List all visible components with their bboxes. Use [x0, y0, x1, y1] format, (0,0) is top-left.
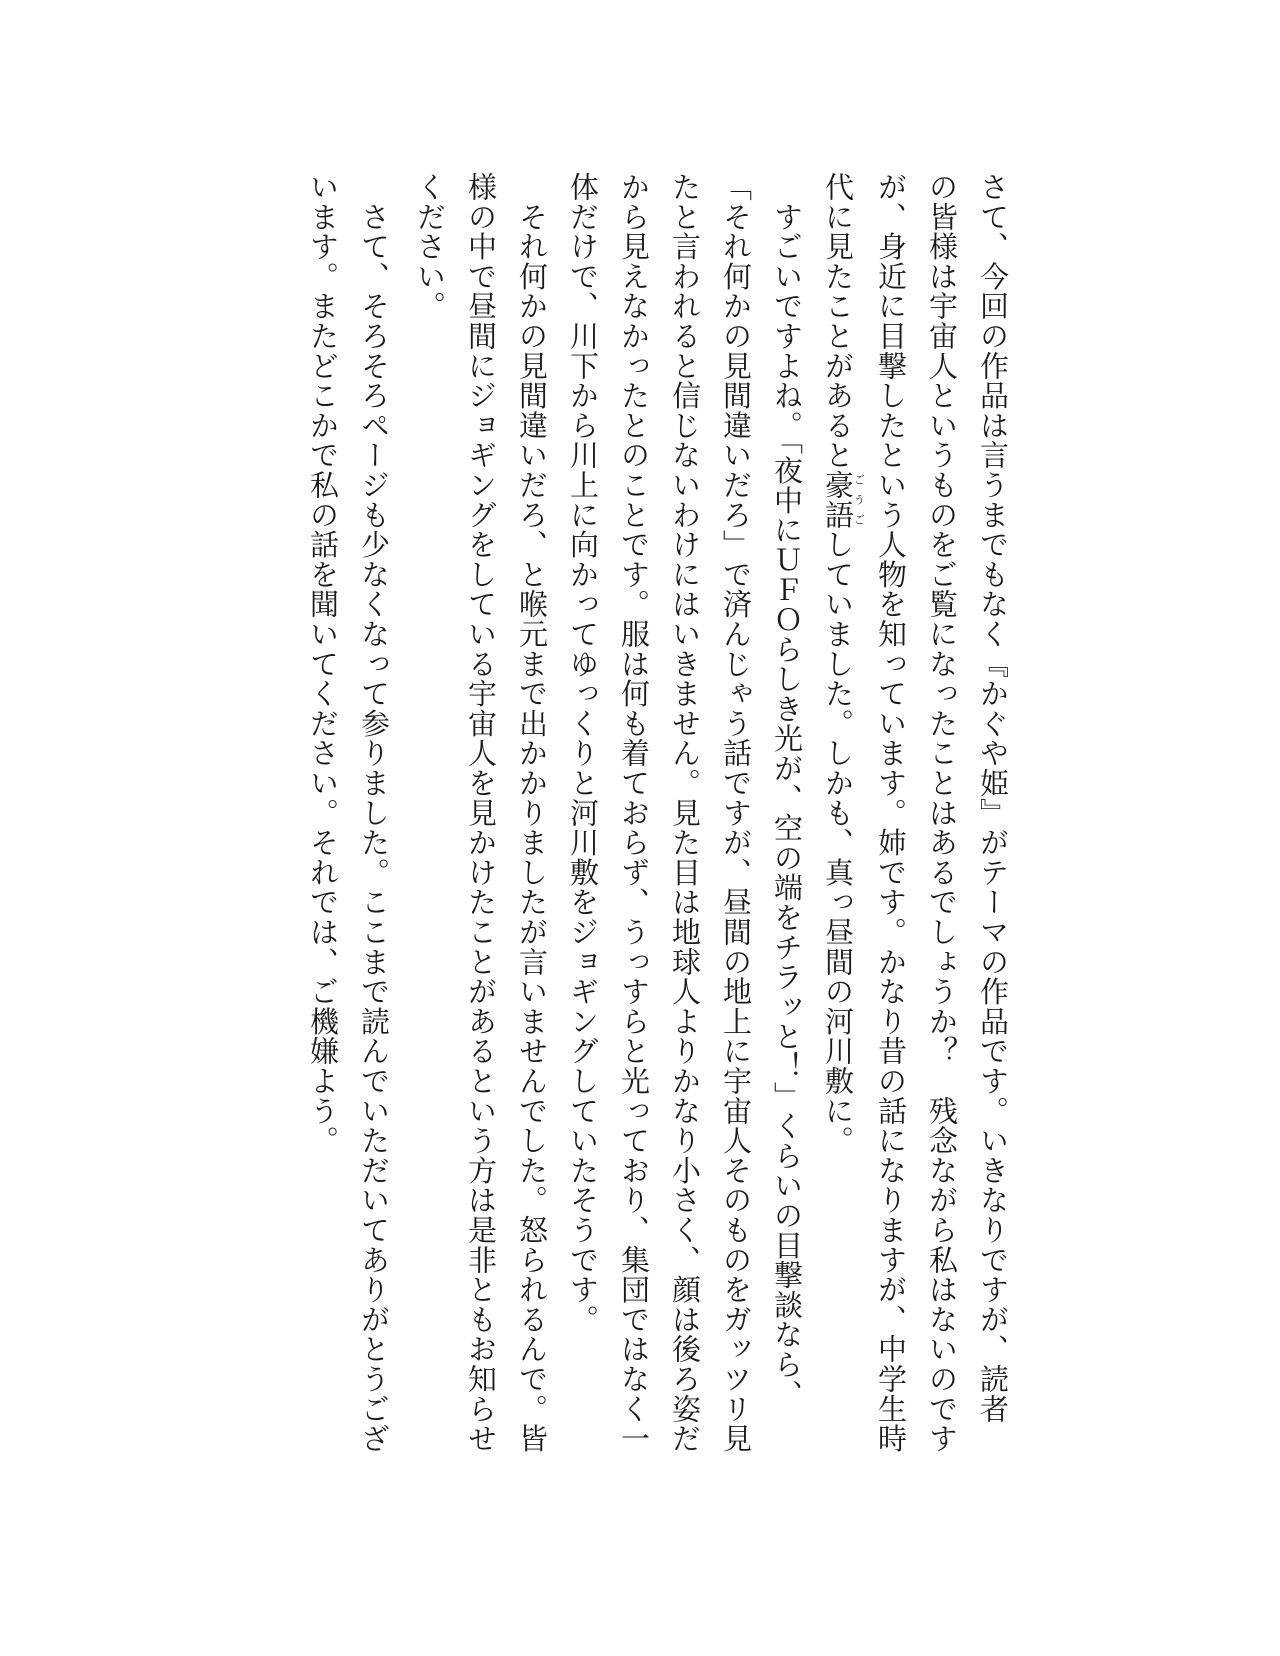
text-line: が、身近に目撃したという人物を知っています。姉です。かなり昔の話になりますが、中学生時	[874, 172, 908, 1454]
text-line: 体だけで、川下から川上に向かってゆっくりと河川敷をジョギングしていたそうです。	[566, 172, 600, 1335]
text-line: から見えなかったとのことです。服は何も着ておらず、うっすらと光っており、集団ではなく一	[617, 172, 651, 1454]
text-line: さて、そろそろページも少なくなって参りました。ここまで読んでいただいてありがとうござ	[357, 172, 391, 1454]
ruby-annotation	[821, 470, 866, 530]
text-line: の皆様は宇宙人というものをご覧になったことはあるでしょうか？ 残念ながら私はないのです	[925, 172, 959, 1454]
text-line: それ何かの見間違いだろ、と喉元まで出かかりましたが言いませんでした。怒られるんで。皆	[515, 172, 549, 1454]
text-line: ください。	[413, 172, 447, 321]
text-line: います。またどこかで私の話を聞いてください。それでは、ご機嫌よう。	[306, 172, 340, 1156]
text-line: 様の中で昼間にジョギングをしている宇宙人を見かけたことがあるという方は是非ともお知らせ	[464, 172, 498, 1454]
ruby-base: 豪語	[821, 470, 855, 530]
text-segment: していました。しかも、真っ昼間の河川敷に。	[821, 529, 855, 1156]
text-segment: 代に見たことがあると	[821, 172, 855, 470]
text-line-with-ruby	[812, 172, 865, 1442]
text-line: すごいですよね。「夜中にＵＦＯらしき光が、空の端をチラッと！」くらいの目撃談なら、	[770, 172, 804, 1410]
ruby-reading: ごうご	[852, 470, 866, 530]
text-line: たと言われると信じないわけにはいきません。見た目は地球人よりかなり小さく、顔は後ろ姿だ	[668, 172, 702, 1454]
text-line: 「それ何かの見間違いだろ」で済んじゃう話ですが、昼間の地上に宇宙人そのものをガッツリ見	[719, 172, 753, 1454]
text-line: さて、今回の作品は言うまでもなく『かぐや姫』がテーマの作品です。いきなりですが、読者	[976, 172, 1010, 1424]
vertical-text-page	[297, 172, 1018, 1454]
paragraph-gap	[399, 172, 404, 1442]
